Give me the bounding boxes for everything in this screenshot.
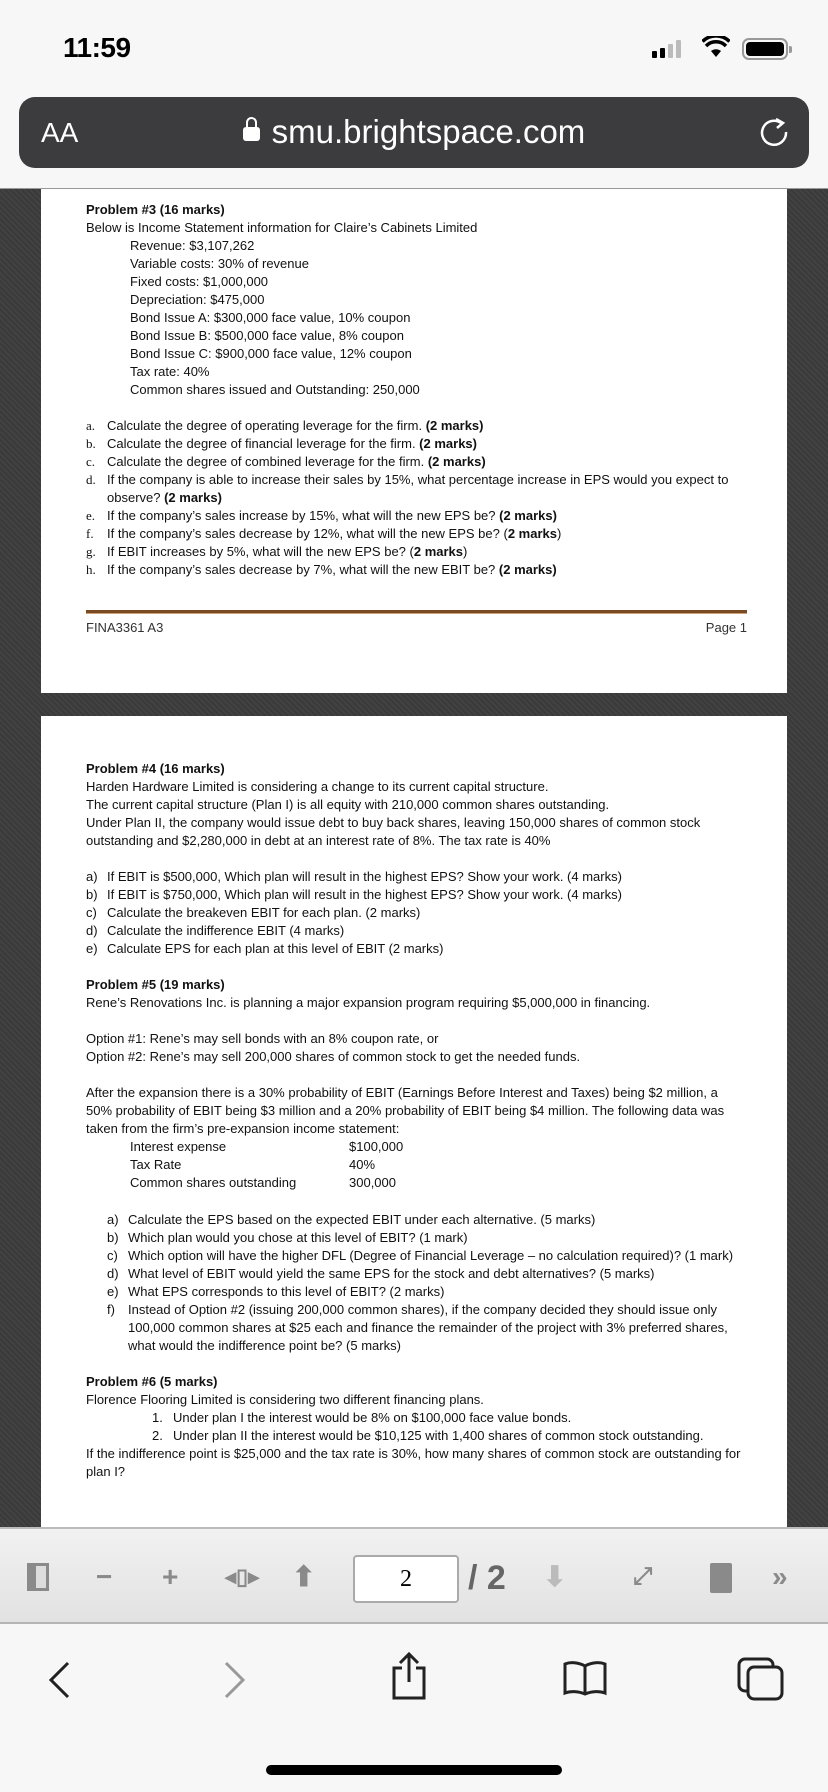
question-body: If the company’s sales decrease by 12%, what will the new EPS be? ( — [107, 526, 508, 541]
question-item — [86, 561, 742, 579]
question-marker: d. — [86, 472, 96, 487]
question-item — [107, 1229, 742, 1247]
fit-width-icon[interactable]: ◂▯▸ — [225, 1564, 260, 1589]
question-marker: f) — [107, 1302, 115, 1317]
question-text — [107, 417, 484, 435]
question-item — [86, 922, 742, 940]
question-text: Calculate EPS for each plan at this level of EBIT (2 marks) — [107, 941, 444, 956]
paragraph: After the expansion there is a 30% probability of EBIT (Earnings Before Interest and Taxes) being $2 million, a 50% probability of EBIT being $3 million and a 20% probability of EBIT being $4 million. The following data was taken from the firm’s pre-expansion income statement: — [86, 1085, 725, 1136]
pdf-page-2 — [41, 716, 787, 1528]
question-marks: (2 marks) — [498, 562, 557, 577]
question-text: If EBIT is $750,000, Which plan will result in the highest EPS? Show your work. (4 marks) — [107, 887, 622, 902]
question-item — [86, 453, 742, 471]
question-text: Calculate the indifference EBIT (4 marks) — [107, 923, 345, 938]
question-item — [152, 1409, 742, 1427]
question-item — [86, 525, 742, 543]
problem-title: Problem #4 (16 marks) — [86, 761, 225, 776]
question-body: Calculate the degree of combined leverage for the firm. — [107, 454, 428, 469]
zoom-in-icon[interactable]: + — [162, 1561, 179, 1592]
footer-course: FINA3361 A3 — [86, 620, 164, 635]
question-text — [107, 435, 477, 453]
question-marker: e) — [107, 1284, 119, 1299]
question-text — [107, 471, 742, 507]
battery-icon — [742, 38, 788, 60]
question-item — [152, 1427, 742, 1445]
question-marker: d) — [107, 1266, 119, 1281]
question-marker: a. — [86, 418, 96, 433]
question-marker: c. — [86, 454, 96, 469]
next-page-icon[interactable]: ⬇ — [543, 1561, 567, 1592]
question-marker: b. — [86, 436, 96, 451]
question-text: Under plan II the interest would be $10,125 with 1,400 shares of common stock outstanding. — [173, 1428, 704, 1443]
question-body: Calculate the degree of operating leverage for the firm. — [107, 418, 426, 433]
question-marker: b) — [107, 1230, 119, 1245]
reader-button[interactable]: AA — [41, 117, 79, 148]
intro: Florence Flooring Limited is considering two different financing plans. — [86, 1392, 484, 1407]
fact-line: Bond Issue A: $300,000 face value, 10% coupon — [130, 310, 411, 325]
fact-line: Bond Issue B: $500,000 face value, 8% coupon — [130, 328, 404, 343]
question-text: If EBIT is $500,000, Which plan will result in the highest EPS? Show your work. (4 marks) — [107, 869, 622, 884]
question-marker: d) — [86, 923, 98, 938]
lock-icon — [243, 127, 260, 141]
question-tail: ) — [463, 544, 468, 559]
row-label: Interest expense — [130, 1139, 227, 1154]
option-2: Option #2: Rene’s may sell 200,000 shares of common stock to get the needed funds. — [86, 1049, 581, 1064]
question-marks: 2 marks — [507, 526, 557, 541]
zoom-out-icon[interactable]: − — [96, 1561, 113, 1592]
row-label: Common shares outstanding — [130, 1175, 297, 1190]
url-text[interactable]: smu.brightspace.com — [271, 113, 586, 150]
question-text: What EPS corresponds to this level of EBIT? (2 marks) — [128, 1284, 445, 1299]
download-icon[interactable] — [710, 1563, 732, 1593]
paragraph-line: Harden Hardware Limited is considering a change to its current capital structure. — [86, 779, 549, 794]
question-text: Calculate the breakeven EBIT for each plan. (2 marks) — [107, 905, 421, 920]
question-item — [86, 417, 742, 435]
question-text: What level of EBIT would yield the same EPS for the stock and debt alternatives? (5 marks) — [128, 1266, 655, 1281]
question-marker: h. — [86, 562, 96, 577]
question-marker: a) — [107, 1212, 119, 1227]
address-bar[interactable] — [19, 97, 809, 168]
signal-icon — [652, 40, 681, 58]
fullscreen-icon[interactable]: ⤢ — [633, 1563, 653, 1590]
question-item — [86, 940, 742, 958]
question-item — [86, 904, 742, 922]
question-text — [107, 525, 561, 543]
status-bar — [0, 0, 828, 92]
data-row — [130, 1174, 742, 1192]
problem-title: Problem #6 (5 marks) — [86, 1374, 218, 1389]
question-marker: a) — [86, 869, 98, 884]
question-marks: (2 marks) — [419, 436, 477, 451]
question-text — [107, 561, 557, 579]
question-marker: e) — [86, 941, 98, 956]
question-marker: 1. — [152, 1410, 163, 1425]
pdf-toolbar — [0, 1527, 828, 1624]
share-icon[interactable] — [388, 1650, 430, 1702]
paragraph-line: Under Plan II, the company would issue debt to buy back shares, leaving 150,000 shares of common stock outstanding and $2,280,000 in debt at an interest rate of 8%. The tax rate is 40% — [86, 815, 701, 848]
question-body: If the company’s sales decrease by 7%, what will the new EBIT be? — [107, 562, 499, 577]
question-marker: f. — [86, 526, 94, 541]
fact-line: Common shares issued and Outstanding: 250,000 — [130, 382, 420, 397]
data-row — [130, 1156, 742, 1174]
question-text — [107, 507, 557, 525]
row-value: 300,000 — [349, 1175, 396, 1190]
fact-line: Tax rate: 40% — [130, 364, 210, 379]
question-body: If the company’s sales increase by 15%, what will the new EPS be? — [107, 508, 500, 523]
question-item — [86, 507, 742, 525]
option-1: Option #1: Rene’s may sell bonds with an 8% coupon rate, or — [86, 1031, 439, 1046]
row-value: $100,000 — [349, 1139, 404, 1154]
question-body: If the company is able to increase their sales by 15%, what percentage increase in EPS would you expect to observe? — [107, 472, 729, 505]
question-item — [86, 471, 742, 507]
question-marker: g. — [86, 544, 96, 559]
question-marks: (2 marks) — [427, 454, 486, 469]
problem-title: Problem #5 (19 marks) — [86, 977, 225, 992]
page-number-input[interactable]: 2 — [353, 1555, 459, 1603]
forward-icon[interactable] — [222, 1660, 248, 1700]
question-marker: 2. — [152, 1428, 163, 1443]
question-item — [86, 886, 742, 904]
question-item — [107, 1211, 742, 1229]
question-item — [86, 543, 742, 561]
more-tools-icon[interactable]: » — [772, 1561, 788, 1592]
footer-rule — [86, 610, 747, 614]
question-text — [107, 453, 486, 471]
data-row — [130, 1138, 742, 1156]
question: If the indifference point is $25,000 and the tax rate is 30%, how many shares of common stock are outstanding for plan I? — [86, 1446, 741, 1479]
fact-line: Fixed costs: $1,000,000 — [130, 274, 269, 289]
home-indicator — [266, 1765, 562, 1775]
sidebar-toggle-icon[interactable] — [27, 1563, 49, 1591]
question-text — [107, 543, 467, 561]
footer-page: Page 1 — [705, 620, 747, 635]
question-item — [107, 1265, 742, 1283]
previous-page-icon[interactable]: ⬆ — [292, 1561, 316, 1592]
clock: 11:59 — [63, 32, 131, 63]
question-body: Calculate the degree of financial leverage for the firm. — [107, 436, 420, 451]
question-text: Instead of Option #2 (issuing 200,000 common shares), if the company decided they should issue only 100,000 common shares at $25 each and finance the remainder of the project with 3% preferred shares, what would the indifference point be? (5 marks) — [128, 1302, 728, 1353]
question-text: Under plan I the interest would be 8% on $100,000 face value bonds. — [173, 1410, 572, 1425]
question-marks: (2 marks) — [425, 418, 484, 433]
tabs-icon[interactable] — [736, 1656, 786, 1702]
question-marks: (2 marks) — [164, 490, 222, 505]
row-label: Tax Rate — [130, 1157, 182, 1172]
back-icon[interactable] — [46, 1660, 72, 1700]
fact-line: Revenue: $3,107,262 — [130, 238, 255, 253]
question-item — [107, 1283, 742, 1301]
problem-title: Problem #3 (16 marks) — [86, 202, 225, 217]
question-item — [86, 868, 742, 886]
pdf-viewer[interactable] — [0, 188, 828, 1527]
fact-line: Bond Issue C: $900,000 face value, 12% coupon — [130, 346, 412, 361]
pdf-page-1 — [41, 189, 787, 693]
intro: Rene’s Renovations Inc. is planning a major expansion program requiring $5,000,000 in financing. — [86, 995, 651, 1010]
intro: Below is Income Statement information for Claire’s Cabinets Limited — [86, 220, 478, 235]
fact-line: Depreciation: $475,000 — [130, 292, 265, 307]
question-marks: 2 marks — [413, 544, 464, 559]
question-text: Calculate the EPS based on the expected EBIT under each alternative. (5 marks) — [128, 1212, 596, 1227]
question-marker: c) — [107, 1248, 118, 1263]
question-body: If EBIT increases by 5%, what will the new EPS be? ( — [107, 544, 414, 559]
question-item — [107, 1301, 742, 1355]
question-text: Which plan would you chose at this level of EBIT? (1 mark) — [128, 1230, 468, 1245]
question-item — [86, 435, 742, 453]
wifi-icon — [702, 36, 730, 58]
question-marker: e. — [86, 508, 96, 523]
bookmarks-icon[interactable] — [562, 1660, 608, 1696]
question-text: Which option will have the higher DFL (Degree of Financial Leverage – no calculation required)? (1 mark) — [128, 1248, 734, 1263]
page-total: / 2 — [468, 1559, 506, 1597]
question-item — [107, 1247, 742, 1265]
fact-line: Variable costs: 30% of revenue — [130, 256, 309, 271]
question-marker: c) — [86, 905, 97, 920]
reload-icon[interactable] — [757, 115, 791, 149]
question-marks: (2 marks) — [499, 508, 557, 523]
row-value: 40% — [349, 1157, 376, 1172]
question-tail: ) — [556, 526, 562, 541]
question-marker: b) — [86, 887, 98, 902]
paragraph-line: The current capital structure (Plan I) is all equity with 210,000 common shares outstanding. — [86, 797, 610, 812]
